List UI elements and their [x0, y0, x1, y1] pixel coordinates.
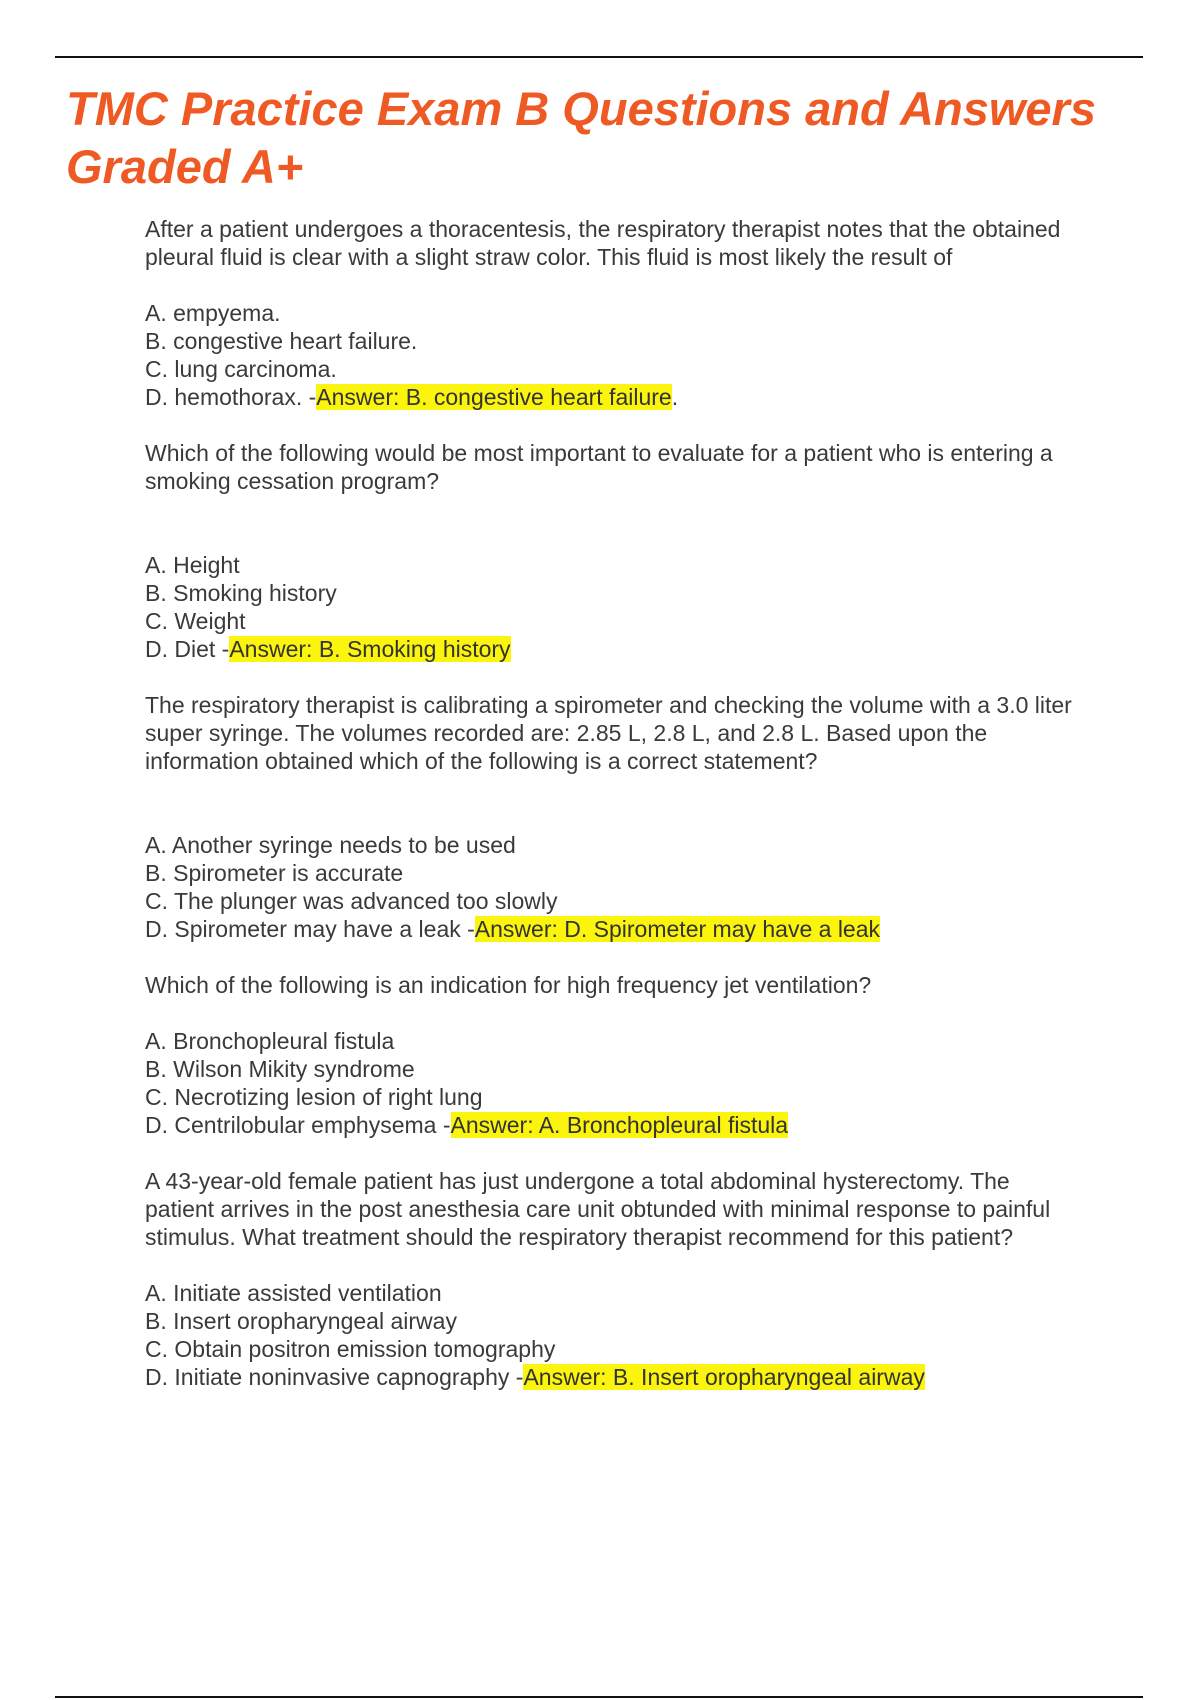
question-stem: After a patient undergoes a thoracentesis, the respiratory therapist notes that the obtained pleural fluid is clear with a slight straw color. This fluid is most likely the result of: [145, 216, 1061, 270]
option-b: B. Wilson Mikity syndrome: [145, 1056, 415, 1082]
question-4: [145, 971, 1085, 1139]
bottom-rule: [55, 1696, 1143, 1698]
question-stem: Which of the following would be most important to evaluate for a patient who is entering a smoking cessation program?: [145, 440, 1053, 494]
option-b: B. Spirometer is accurate: [145, 860, 404, 886]
option-d: D. Diet -: [145, 636, 230, 662]
answer-highlight: Answer: B. congestive heart failure: [316, 384, 672, 410]
question-list: [145, 215, 1085, 1419]
option-a: A. Initiate assisted ventilation: [145, 1280, 442, 1306]
option-a: A. Another syringe needs to be used: [145, 832, 516, 858]
option-d-with-answer: [145, 635, 1085, 663]
option-c: C. Obtain positron emission tomography: [145, 1336, 556, 1362]
page-title: TMC Practice Exam B Questions and Answers Graded A+: [66, 82, 1096, 193]
option-b: B. Insert oropharyngeal airway: [145, 1308, 457, 1334]
question-5: [145, 1167, 1085, 1391]
option-b: B. Smoking history: [145, 580, 337, 606]
option-c: C. The plunger was advanced too slowly: [145, 888, 558, 914]
option-d: D. Spirometer may have a leak -: [145, 916, 475, 942]
question-2: [145, 439, 1085, 663]
answer-suffix: .: [671, 384, 679, 410]
option-d: D. Centrilobular emphysema -: [145, 1112, 451, 1138]
answer-highlight: Answer: B. Insert oropharyngeal airway: [523, 1364, 925, 1390]
option-list: [145, 551, 1085, 663]
option-b: B. congestive heart failure.: [145, 328, 418, 354]
question-3: [145, 691, 1085, 943]
option-list: [145, 1279, 1085, 1391]
option-list: [145, 299, 1085, 411]
option-a: A. empyema.: [145, 300, 281, 326]
option-d-with-answer: [145, 1111, 1085, 1139]
option-list: [145, 831, 1085, 943]
answer-highlight: Answer: D. Spirometer may have a leak: [474, 916, 881, 942]
option-a: A. Height: [145, 552, 240, 578]
option-list: [145, 1027, 1085, 1139]
question-stem: The respiratory therapist is calibrating a spirometer and checking the volume with a 3.0 liter super syringe. The volumes recorded are: 2.85 L, 2.8 L, and 2.8 L. Based upon the information obtained which of the following is a correct statement?: [145, 692, 1072, 774]
answer-highlight: Answer: A. Bronchopleural fistula: [450, 1112, 789, 1138]
option-c: C. Weight: [145, 608, 246, 634]
answer-highlight: Answer: B. Smoking history: [229, 636, 511, 662]
question-1: [145, 215, 1085, 411]
option-a: A. Bronchopleural fistula: [145, 1028, 395, 1054]
option-c: C. lung carcinoma.: [145, 356, 337, 382]
question-stem: Which of the following is an indication for high frequency jet ventilation?: [145, 972, 872, 998]
option-d-with-answer: [145, 383, 1085, 411]
option-d-with-answer: [145, 1363, 1085, 1391]
option-c: C. Necrotizing lesion of right lung: [145, 1084, 483, 1110]
option-d-with-answer: [145, 915, 1085, 943]
question-stem: A 43-year-old female patient has just undergone a total abdominal hysterectomy. The patient arrives in the post anesthesia care unit obtunded with minimal response to painful stimulus. What treatment should the respiratory therapist recommend for this patient?: [145, 1168, 1051, 1250]
option-d: D. Initiate noninvasive capnography -: [145, 1364, 524, 1390]
top-rule: [55, 56, 1143, 58]
option-d: D. hemothorax. -: [145, 384, 317, 410]
